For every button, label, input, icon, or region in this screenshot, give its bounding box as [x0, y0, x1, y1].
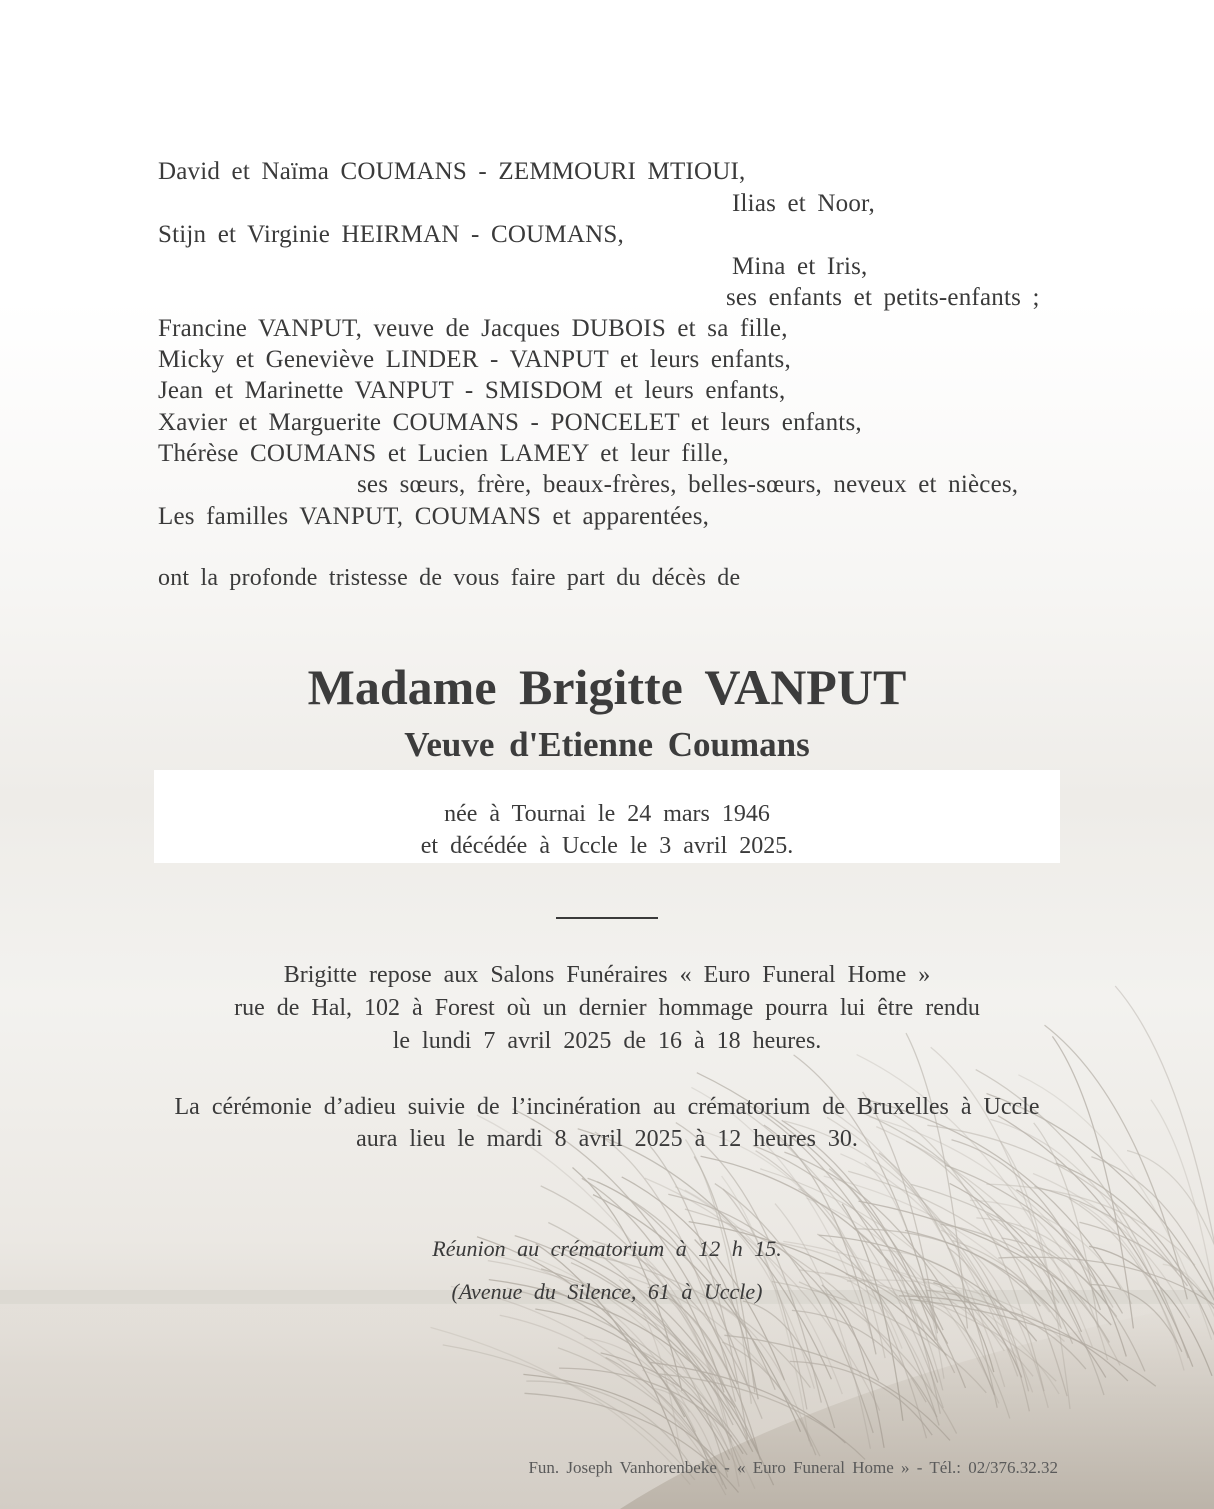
family-line-12: Les familles VANPUT, COUMANS et apparentées, — [158, 503, 710, 530]
meeting-line-1: Réunion au crématorium à 12 h 15. — [432, 1236, 782, 1261]
divider-rule — [556, 917, 658, 919]
family-line-2: Ilias et Noor, — [732, 190, 876, 217]
family-line-7: Micky et Geneviève LINDER - VANPUT et leurs enfants, — [158, 346, 791, 373]
family-line-10: Thérèse COUMANS et Lucien LAMEY et leur fille, — [158, 440, 729, 467]
family-line-3: Stijn et Virginie HEIRMAN - COUMANS, — [158, 221, 624, 248]
deceased-widow-of: Veuve d'Etienne Coumans — [404, 725, 810, 764]
ceremony-line-2: aura lieu le mardi 8 avril 2025 à 12 heures 30. — [356, 1126, 858, 1152]
death-text: et décédée à Uccle le 3 avril 2025. — [420, 833, 794, 859]
announcement-text: ont la profonde tristesse de vous faire part du décès de — [158, 565, 741, 591]
family-line-9: Xavier et Marguerite COUMANS - PONCELET et leurs enfants, — [158, 409, 862, 436]
family-line-5: ses enfants et petits-enfants ; — [726, 284, 1040, 311]
family-line-4: Mina et Iris, — [732, 253, 868, 280]
funeral-home-footer: Fun. Joseph Vanhorenbeke - « Euro Funeral Home » - Tél.: 02/376.32.32 — [528, 1458, 1058, 1477]
family-line-8: Jean et Marinette VANPUT - SMISDOM et leurs enfants, — [158, 377, 786, 404]
family-line-11: ses sœurs, frère, beaux-frères, belles-sœurs, neveux et nièces, — [357, 471, 1019, 498]
visitation-line-2: rue de Hal, 102 à Forest où un dernier hommage pourra lui être rendu — [234, 995, 980, 1021]
birth-text: née à Tournai le 24 mars 1946 — [444, 801, 770, 827]
deceased-name: Madame Brigitte VANPUT — [307, 659, 907, 715]
visitation-line-1: Brigitte repose aux Salons Funéraires « Euro Funeral Home » — [283, 962, 931, 988]
family-line-1: David et Naïma COUMANS - ZEMMOURI MTIOUI, — [158, 158, 746, 185]
visitation-line-3: le lundi 7 avril 2025 de 16 à 18 heures. — [392, 1028, 822, 1054]
meeting-line-2: (Avenue du Silence, 61 à Uccle) — [451, 1279, 763, 1304]
family-line-6: Francine VANPUT, veuve de Jacques DUBOIS et sa fille, — [158, 315, 788, 342]
ceremony-line-1: La cérémonie d’adieu suivie de l’incinération au crématorium de Bruxelles à Uccle — [174, 1094, 1040, 1120]
